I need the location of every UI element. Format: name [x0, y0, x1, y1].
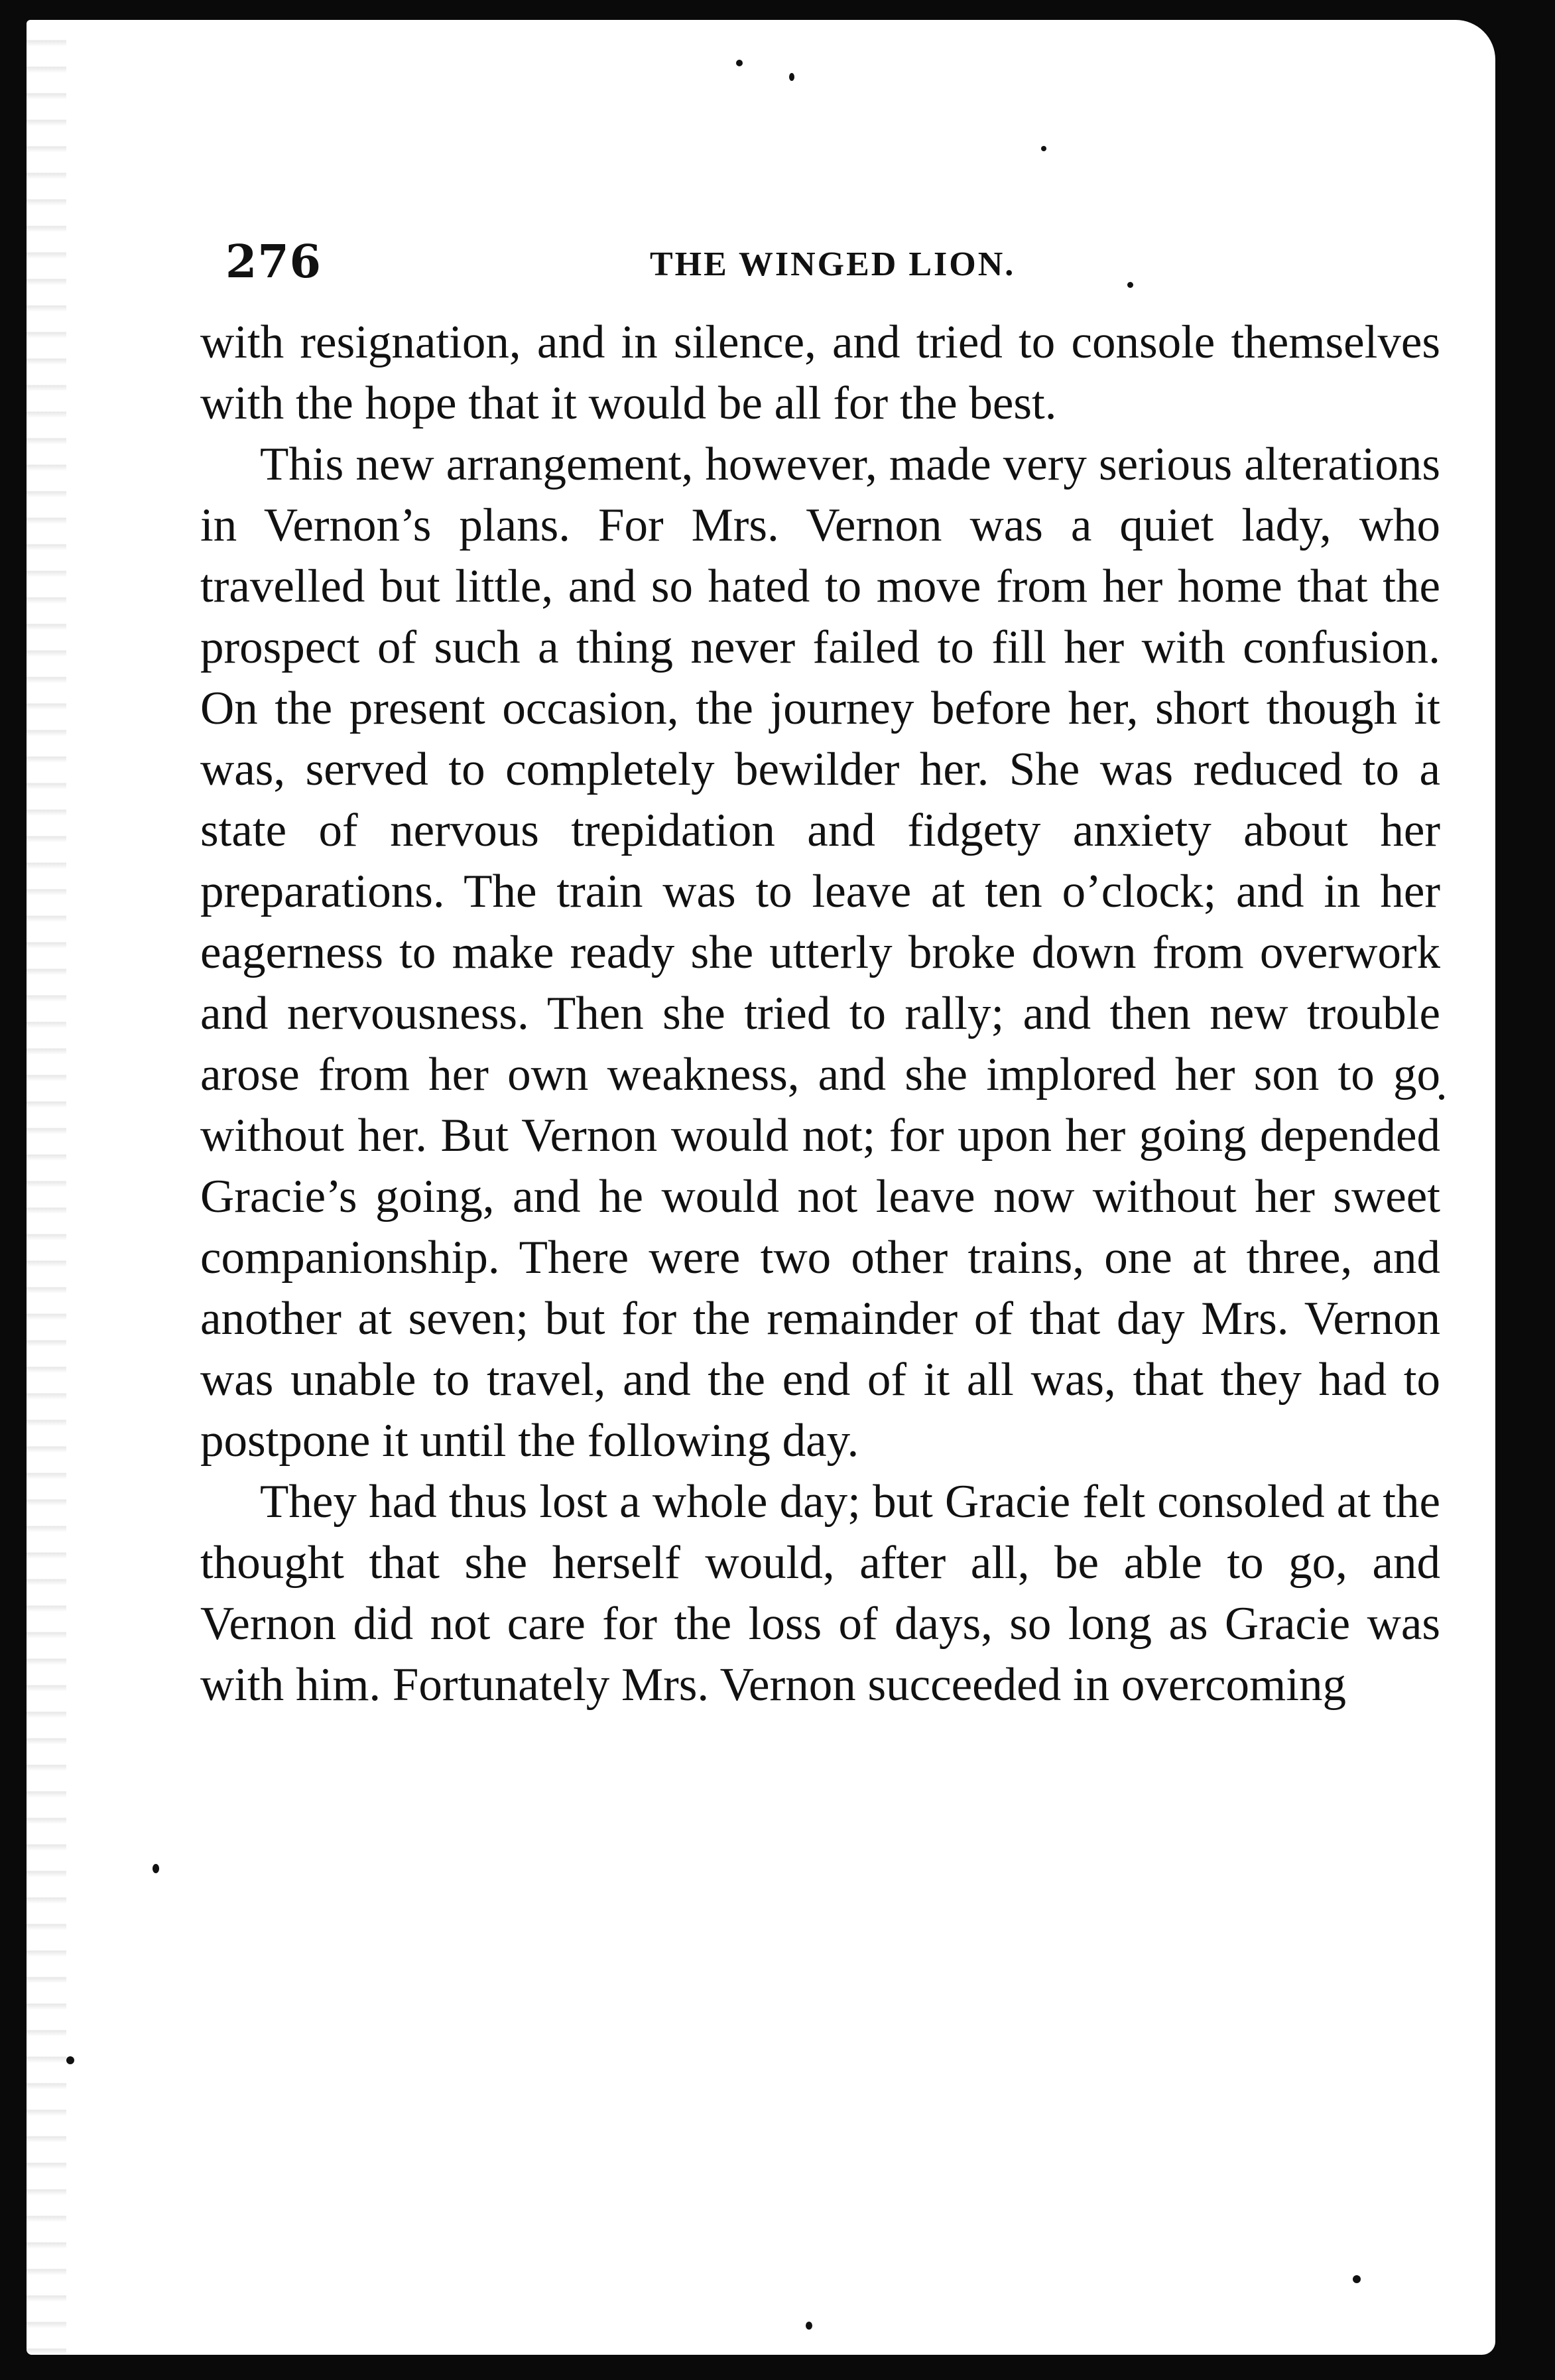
paragraph-2: This new arrangement, however, made very serious alterations in Vernon’s plans. For Mrs. Vernon was a quiet lady, who travelled but little, and so hated to move from her home that the prospect of such a thing never failed to fill her with confusion. On the present occasion, the journey before her, short though it was, served to completely bewilder her. She was reduced to a state of nervous trepidation and fidgety anxiety about her preparations. The train was to leave at ten o’clock; and in her eagerness to make ready she utterly broke down from overwork and nervousness. Then she tried to rally; and then new trouble arose from her own weakness, and she implored her son to go without her. But Vernon would not; for upon her going depended Gracie’s going, and he would not leave now without her sweet companionship. There were two other trains, one at three, and another at seven; but for the remainder of that day Mrs. Vernon was unable to travel, and the end of it all was, that they had to postpone it until the following day.: [200, 438, 1440, 1467]
page-header: [225, 235, 1485, 289]
scan-speck: [153, 1864, 159, 1873]
paragraph-1: with resignation, and in silence, and tried to console themselves with the hope that it would be all for the best.: [200, 316, 1440, 429]
scan-speck: [736, 60, 743, 66]
scan-speck: [789, 73, 794, 81]
page-number: 276: [225, 235, 322, 289]
scan-speck: [806, 2322, 812, 2330]
paragraph-3: They had thus lost a whole day; but Gracie felt consoled at the thought that she herself would, after all, be able to go, and Vernon did not care for the loss of days, so long as Gracie was with him. Fortunately Mrs. Vernon succeeded in overcoming: [200, 1476, 1440, 1711]
body-text: [200, 312, 1440, 1715]
running-title: THE WINGED LION.: [650, 245, 1016, 283]
page-binding-edge: [27, 20, 66, 2355]
scan-speck: [66, 2056, 74, 2064]
scan-speck: [1353, 2275, 1361, 2283]
scan-speck: [1041, 146, 1046, 151]
